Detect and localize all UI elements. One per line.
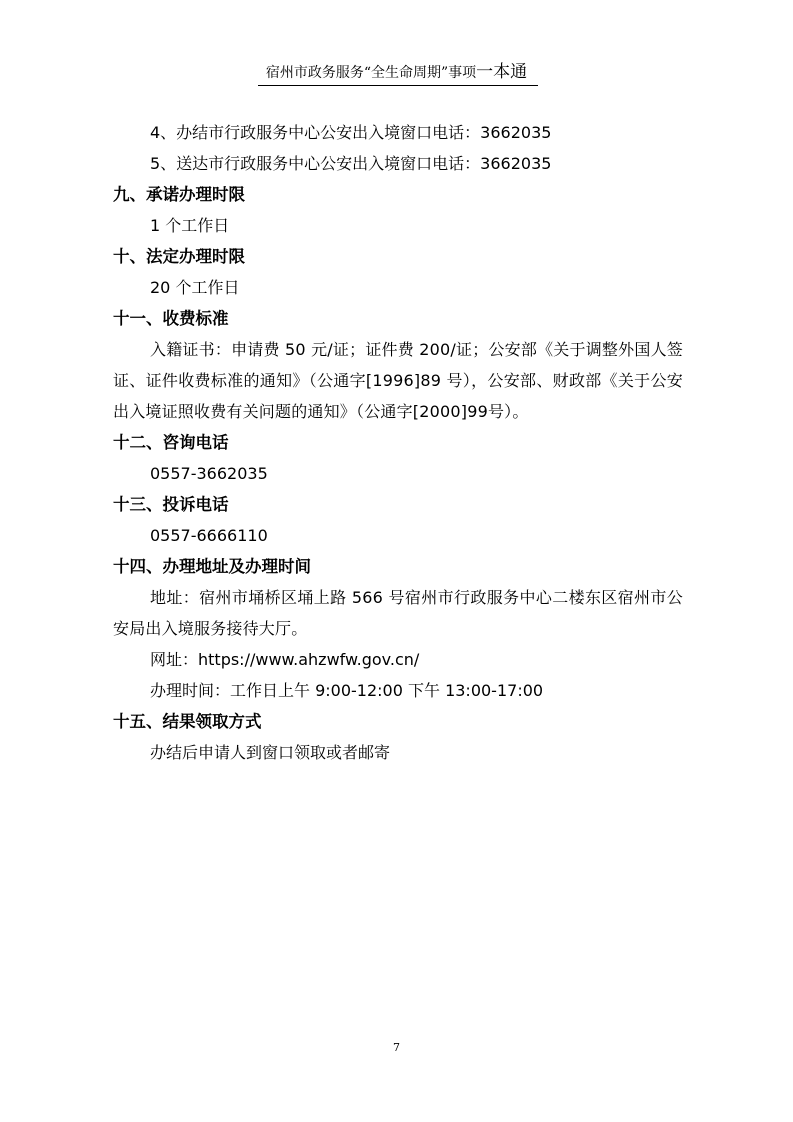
contact-line-4: 4、办结市行政服务中心公安出入境窗口电话：3662035: [150, 123, 552, 142]
section-text-14-hours: 办理时间：工作日上午 9:00-12:00 下午 13:00-17:00: [150, 681, 544, 700]
section-heading-12: 十二、咨询电话: [113, 433, 229, 452]
section-text-12: 0557-3662035: [150, 464, 268, 483]
contact-line-5: 5、送达市行政服务中心公安出入境窗口电话：3662035: [150, 154, 552, 173]
section-text-13: 0557-6666110: [150, 526, 268, 545]
section-text-9: 1 个工作日: [150, 216, 230, 235]
section-text-15: 办结后申请人到窗口领取或者邮寄: [150, 743, 391, 762]
section-text-14-address: 地址：宿州市埇桥区埇上路 566 号宿州市行政服务中心二楼东区宿州市公安局出入境服务接待大厅。: [113, 588, 683, 638]
section-text-11: 入籍证书：申请费 50 元/证；证件费 200/证；公安部《关于调整外国人签证、证件收费标准的通知》（公通字[1996]89 号），公安部、财政部《关于公安出入境证照收费有关问题的通知》（公通字[2000]99号）。: [113, 340, 683, 421]
document-body: [113, 117, 683, 768]
header-title-emphasis: 一本通: [476, 62, 528, 82]
section-heading-15: 十五、结果领取方式: [113, 712, 262, 731]
header-divider: [258, 85, 538, 86]
section-text-10: 20 个工作日: [150, 278, 240, 297]
header-title: 宿州市政务服务“全生命周期”事项: [265, 65, 477, 81]
section-heading-9: 九、承诺办理时限: [113, 185, 245, 204]
section-heading-13: 十三、投诉电话: [113, 495, 229, 514]
section-heading-10: 十、法定办理时限: [113, 247, 245, 266]
running-header: [0, 62, 793, 83]
page-number: 7: [393, 1041, 400, 1054]
section-heading-14: 十四、办理地址及办理时间: [113, 557, 311, 576]
section-text-14-website: 网址：https://www.ahzwfw.gov.cn/: [150, 650, 420, 669]
section-heading-11: 十一、收费标准: [113, 309, 229, 328]
